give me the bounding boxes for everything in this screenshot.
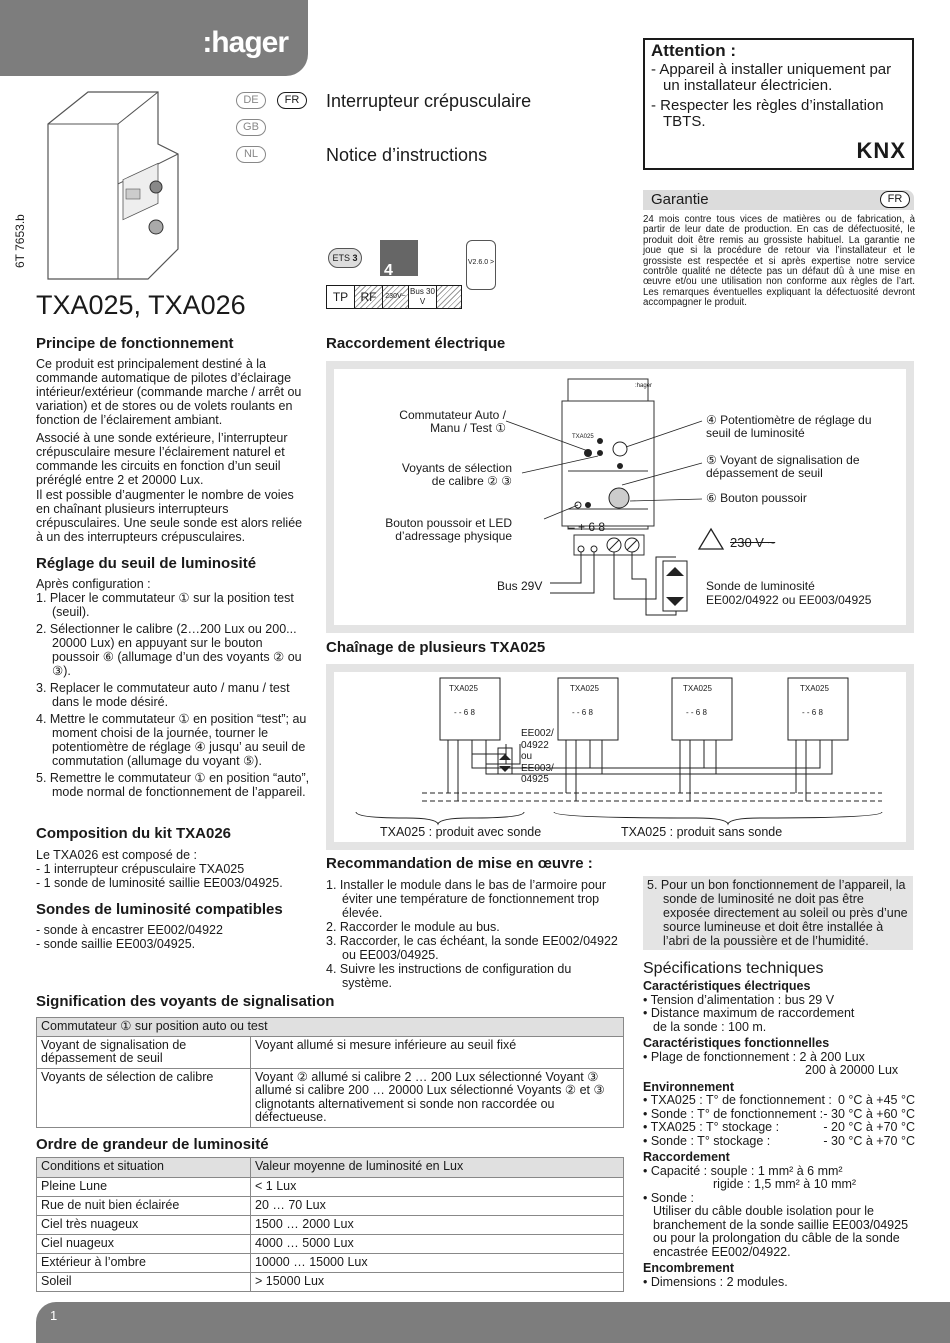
table-cell: 1500 … 2000 Lux xyxy=(251,1216,624,1235)
label-bus: Bus 29V xyxy=(497,579,543,593)
label-sonde-ref: EE002/04922 ou EE003/04925 xyxy=(706,593,872,607)
reglage-step: 2. Sélectionner le calibre (2…200 Lux ou 200... 20000 Lux) en appuyant sur le bouton poussoir ⑥ (allumage d’un des voyants ② ou ③). xyxy=(36,622,302,678)
page-footer xyxy=(36,1302,950,1343)
version-remote-icon: V2.6.0 > xyxy=(466,240,496,290)
table-row xyxy=(37,1273,624,1292)
recommandation-title: Recommandation de mise en œuvre : xyxy=(326,855,593,872)
label-commutateur: Commutateur Auto / Manu / Test ① xyxy=(399,408,506,435)
signification-title: Signification des voyants de signalisation xyxy=(36,993,335,1010)
label-bouton: ⑥ Bouton poussoir xyxy=(706,491,807,505)
table-row xyxy=(37,1197,624,1216)
tp-badge: TP xyxy=(327,286,355,308)
reglage-step: 5. Remettre le commutateur ① en position “auto”, mode normal de fonctionnement de l’appareil. xyxy=(36,771,310,799)
table-row xyxy=(37,1068,624,1127)
table-row xyxy=(37,1178,624,1197)
chain-terminal-label: - - 6 8 xyxy=(802,708,823,717)
device-illustration xyxy=(28,84,188,284)
label-voyants: Voyants de sélection de calibre ② ③ xyxy=(401,461,512,488)
media-badges xyxy=(326,285,462,309)
reglage-title: Réglage du seuil de luminosité xyxy=(36,555,257,572)
specs-enc-heading: Encombrement xyxy=(643,1261,734,1275)
principe-p1: Ce produit est principalement destiné à la commande automatique de pilotes d’éclairage intérieur/extérieur (commande marche / arrêt ou variation) et de stores ou de volets roulants en fonction de l’éclairement ambiant. xyxy=(36,357,302,427)
spec-env-row: • Sonde : T° de fonctionnement : - 30 °C à +60 °C xyxy=(643,1106,915,1121)
table-cell: Rue de nuit bien éclairée xyxy=(37,1197,251,1216)
table-cell: Soleil xyxy=(37,1273,251,1292)
principe-title: Principe de fonctionnement xyxy=(36,335,234,352)
sondes-title: Sondes de luminosité compatibles xyxy=(36,901,283,918)
table-cell: < 1 Lux xyxy=(251,1178,624,1197)
lang-de[interactable]: DE xyxy=(236,92,266,109)
spec-line: de la sonde : 100 m. xyxy=(653,1019,767,1034)
table-header-cell: Valeur moyenne de luminosité en Lux xyxy=(251,1158,624,1178)
spec-line: • Tension d’alimentation : bus 29 V xyxy=(643,992,835,1007)
label-bouton-led: Bouton poussoir et LED d’adressage physique xyxy=(385,516,512,543)
device-name-label: TXA025 xyxy=(572,434,594,440)
label-potentiometre: ④ Potentiomètre de réglage du seuil de luminosité xyxy=(706,413,872,440)
recommandation-item: 1. Installer le module dans le bas de l’armoire pour éviter une température de fonctionnement trop élevée. xyxy=(326,878,607,920)
signification-table xyxy=(36,1017,624,1128)
table-row xyxy=(37,1018,624,1037)
table-cell: Voyant de signalisation de dépassement de seuil xyxy=(37,1036,251,1068)
spec-line: 200 à 20000 Lux xyxy=(805,1063,899,1077)
brand-header xyxy=(0,0,308,76)
table-row xyxy=(37,1254,624,1273)
composition-item: - 1 interrupteur crépusculaire TXA025 xyxy=(36,862,245,876)
recommandation-item: 4. Suivre les instructions de configuration du système. xyxy=(326,962,572,990)
doc-reference: 6T 7653.b xyxy=(13,214,27,268)
principe-p3: Il est possible d’augmenter le nombre de voies en chaînant plusieurs interrupteurs crépusculaires. Une seule sonde est alors reliée à un des interrupteurs crépusculaires. xyxy=(36,488,303,544)
table-cell: Ciel très nuageux xyxy=(37,1216,251,1235)
spec-env-row: • Sonde : T° stockage : - 30 °C à +70 °C xyxy=(643,1133,915,1148)
spec-env-row: • TXA025 : T° de fonctionnement : 0 °C à +45 °C xyxy=(643,1093,915,1107)
table-row xyxy=(37,1235,624,1254)
label-230v: 230 V ~ xyxy=(730,535,776,550)
lang-gb[interactable]: GB xyxy=(236,119,266,136)
chain-module-label: TXA025 xyxy=(449,684,478,693)
table-row xyxy=(37,1158,624,1178)
spec-env-row: • TXA025 : T° stockage : - 20 °C à +70 °C xyxy=(643,1120,915,1134)
chain-probe-label: EE002/ 04922 ou EE003/ 04925 xyxy=(521,728,554,785)
page-number: 1 xyxy=(50,1308,58,1323)
table-row xyxy=(37,1036,624,1068)
table-cell: Pleine Lune xyxy=(37,1178,251,1197)
chain-sans-label: TXA025 : produit sans sonde xyxy=(621,825,783,839)
specs-racc-heading: Raccordement xyxy=(643,1150,730,1164)
sondes-item: - sonde saillie EE003/04925. xyxy=(36,937,196,951)
230v-badge: 230V~ xyxy=(383,286,409,308)
specs-title: Spécifications techniques xyxy=(643,960,824,977)
reglage-step: 4. Mettre le commutateur ① en position “test”; au moment choisi de la journée, tourner le potentiomètre de réglage ④ jusqu’ au seuil de commutation (allumage du voyant ⑤). xyxy=(36,712,307,768)
table-cell: Voyants de sélection de calibre xyxy=(37,1068,251,1127)
spec-line: Utiliser du câble double isolation pour le branchement de la sonde saillie EE003/04925 ou pour la prolongation du câble de la sonde encastrée EE002/04922. xyxy=(653,1204,909,1259)
specs-env-heading: Environnement xyxy=(643,1079,734,1094)
spec-line: • Capacité : souple : 1 mm² à 6 mm² xyxy=(643,1163,843,1178)
table-cell: Ciel nuageux xyxy=(37,1235,251,1254)
chainage-title: Chaînage de plusieurs TXA025 xyxy=(326,639,546,656)
spec-line: • Distance maximum de raccordement xyxy=(643,1006,855,1020)
garantie-title: Garantie xyxy=(651,191,709,208)
sondes-item: - sonde à encastrer EE002/04922 xyxy=(36,923,223,937)
table-row xyxy=(37,1216,624,1235)
rf-badge: RF xyxy=(355,286,383,308)
chain-module-label: TXA025 xyxy=(683,684,712,693)
reglage-step: 1. Placer le commutateur ① sur la position test (seuil). xyxy=(36,591,294,619)
table-cell: Extérieur à l’ombre xyxy=(37,1254,251,1273)
specs-elec-heading: Caractéristiques électriques xyxy=(643,979,811,993)
attention-box xyxy=(643,38,914,170)
lang-nl[interactable]: NL xyxy=(236,146,266,163)
chain-avec-label: TXA025 : produit avec sonde xyxy=(380,825,542,839)
attention-item: - Respecter les règles d’installation TBTS. xyxy=(651,97,884,131)
chain-terminal-label: - - 6 8 xyxy=(454,708,475,717)
raccordement-title: Raccordement électrique xyxy=(326,335,506,352)
hatched-badge xyxy=(437,286,461,308)
sondes-list xyxy=(36,923,223,951)
knx-logo: KNX xyxy=(856,138,906,164)
table-cell: Voyant ② allumé si calibre 2 … 200 Lux sélectionné Voyant ③ allumé si calibre 200 … 20000 Lux sélectionné Voyants ② et ③ clignotants alternativement si sonde non raccordée ou défectueuse. xyxy=(251,1068,624,1127)
hager-logo: :hager xyxy=(202,26,288,59)
ordre-table xyxy=(36,1157,624,1292)
recommandation-item: 3. Raccorder, le cas échéant, la sonde EE002/04922 ou EE003/04925. xyxy=(326,934,618,962)
spec-line: rigide : 1,5 mm² à 10 mm² xyxy=(713,1177,857,1191)
device-brand-label: :hager xyxy=(634,383,652,389)
reglage-step: 3. Replacer le commutateur auto / manu / test dans le mode désiré. xyxy=(36,681,290,709)
ordre-title: Ordre de grandeur de luminosité xyxy=(36,1136,269,1153)
table-cell: Voyant allumé si mesure inférieure au seuil fixé xyxy=(251,1036,624,1068)
table-cell: 10000 … 15000 Lux xyxy=(251,1254,624,1273)
attention-item: - Appareil à installer uniquement par un installateur électricien. xyxy=(651,61,892,95)
spec-line: • Dimensions : 2 modules. xyxy=(643,1274,788,1289)
recommandation-item: 2. Raccorder le module au bus. xyxy=(326,920,500,934)
ets4-label: 4 xyxy=(384,262,393,279)
specs-fonc-heading: Caractéristiques fonctionnelles xyxy=(643,1036,830,1050)
product-title: TXA025, TXA026 xyxy=(36,290,246,320)
composition-item: - 1 sonde de luminosité saillie EE003/04925. xyxy=(36,876,283,890)
attention-title: Attention : xyxy=(651,41,736,60)
composition-list xyxy=(36,848,283,890)
chain-module-label: TXA025 xyxy=(800,684,829,693)
garantie-text: 24 mois contre tous vices de matières ou de fabrication, à partir de leur date de production. En cas de défectuosité, le produit doit être remis au grossiste habituel. La garantie ne joue que si la procédure de retour via l’installateur et le grossiste est respectée et si après expertise notre service contrôle qualité ne détecte pas un défaut dû à une mise en œuvre et/ou une utilisation non conforme aux règles de l’art. Les remarques éventuelles expliquant la défectuosité devront accompagner le produit. xyxy=(643,214,915,309)
spec-line: • Plage de fonctionnement : 2 à 200 Lux xyxy=(643,1049,865,1064)
garantie-lang: FR xyxy=(880,191,910,208)
specs-body xyxy=(643,980,915,1289)
composition-item: Le TXA026 est composé de : xyxy=(36,848,197,862)
ets-badge: ETS 3 xyxy=(328,248,362,268)
table-header-cell: Conditions et situation xyxy=(37,1158,251,1178)
chain-module-label: TXA025 xyxy=(570,684,599,693)
table-cell: > 15000 Lux xyxy=(251,1273,624,1292)
composition-title: Composition du kit TXA026 xyxy=(36,825,232,842)
spec-line: • Sonde : xyxy=(643,1190,694,1205)
label-voyant: ⑤ Voyant de signalisation de dépassement de seuil xyxy=(706,453,860,480)
principe-p2: Associé à une sonde extérieure, l’interrupteur crépusculaire mesure l’éclairement naturel et commande les circuits en fonction d’un seuil préréglé entre 2 et 20000 Lux. xyxy=(36,431,288,487)
lang-fr[interactable]: FR xyxy=(277,92,307,109)
reglage-steps xyxy=(36,591,312,799)
doc-title: Interrupteur crépusculaire xyxy=(326,91,532,111)
bus-badge: Bus 30 V xyxy=(409,286,437,308)
table-cell: Commutateur ① sur position auto ou test xyxy=(37,1018,624,1037)
doc-subtitle: Notice d’instructions xyxy=(326,145,488,165)
chain-terminal-label: - - 6 8 xyxy=(572,708,593,717)
recommandation-list xyxy=(326,878,621,990)
device-terminals: – + 6 8 xyxy=(568,520,606,534)
table-cell: 4000 … 5000 Lux xyxy=(251,1235,624,1254)
garantie-bar xyxy=(643,190,914,210)
recommandation-item5: 5. Pour un bon fonctionnement de l’appareil, la sonde de luminosité ne doit pas être exposée directement au soleil ou près d’une source lumineuse et doit être installée à l’abri de la poussière et de l’humidité. xyxy=(643,876,913,950)
reglage-intro: Après configuration : xyxy=(36,577,151,591)
label-sonde: Sonde de luminosité xyxy=(706,579,815,593)
chain-terminal-label: - - 6 8 xyxy=(686,708,707,717)
table-cell: 20 … 70 Lux xyxy=(251,1197,624,1216)
